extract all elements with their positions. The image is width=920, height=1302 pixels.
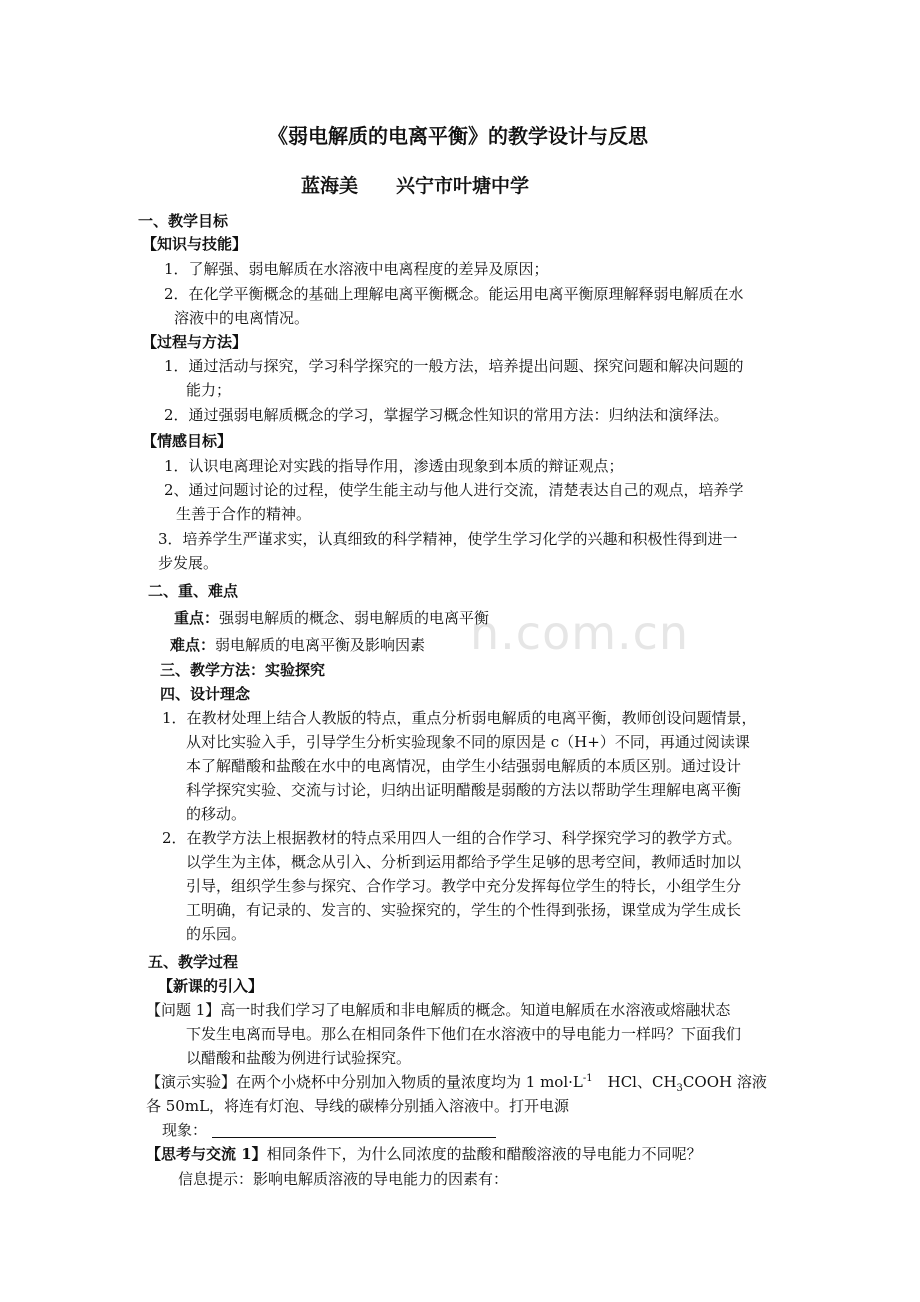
watermark: n.com.cn [470, 606, 690, 660]
difficult-point-row [170, 634, 425, 656]
paragraph-line: 以醋酸和盐酸为例进行试验探究。 [186, 1049, 412, 1067]
paragraph-line: 从对比实验入手，引导学生分析实验现象不同的原因是 c（H+）不同，再通过阅读课 [186, 733, 750, 751]
list-item: 3．培养学生严谨求实，认真细致的科学精神，使学生学习化学的兴趣和积极性得到进一 [158, 530, 738, 548]
list-item-continued: 溶液中的电离情况。 [174, 309, 310, 327]
paragraph-line: 本了解醋酸和盐酸在水中的电离情况，由学生小结强弱电解质的本质区别。通过设计 [186, 757, 742, 775]
answer-blank-line [212, 1137, 496, 1138]
paragraph-line [146, 1071, 767, 1093]
paragraph-line: 工明确，有记录的、发言的、实验探究的，学生的个性得到张扬，课堂成为学生成长 [186, 901, 742, 919]
section-heading: 二、重、难点 [148, 582, 239, 600]
paragraph-line: 各 50mL，将连有灯泡、导线的碳棒分别插入溶液中。打开电源 [146, 1097, 570, 1115]
paragraph-line: 下发生电离而导电。那么在相同条件下他们在水溶液中的导电能力一样吗？下面我们 [186, 1025, 742, 1043]
paragraph-line [146, 1143, 702, 1165]
section-heading: 四、设计理念 [160, 685, 251, 703]
key-point-text: 强弱电解质的概念、弱电解质的电离平衡 [219, 609, 490, 627]
section-heading: 一、教学目标 [138, 212, 229, 230]
key-point-row [174, 607, 489, 629]
subsection-heading: 【情感目标】 [142, 432, 233, 450]
subsection-heading: 【新课的引入】 [158, 977, 264, 995]
formula-text: COOH 溶液 [682, 1073, 767, 1091]
section-heading: 三、教学方法：实验探究 [160, 661, 326, 679]
list-item-continued: 能力； [186, 381, 232, 399]
list-item: 2．通过强弱电解质概念的学习，掌握学习概念性知识的常用方法：归纳法和演绎法。 [164, 406, 729, 424]
discussion-label: 【思考与交流 1】 [146, 1145, 267, 1163]
key-point-label: 重点： [174, 609, 220, 627]
paragraph-line: 科学探究实验、交流与讨论，归纳出证明醋酸是弱酸的方法以帮助学生理解电离平衡 [186, 781, 742, 799]
paragraph-line: 引导，组织学生参与探究、合作学习。教学中充分发挥每位学生的特长，小组学生分 [186, 877, 742, 895]
list-item: 2、通过问题讨论的过程，使学生能主动与他人进行交流，清楚表达自己的观点，培养学 [164, 481, 744, 499]
difficult-point-text: 弱电解质的电离平衡及影响因素 [215, 636, 426, 654]
paragraph-line: 信息提示：影响电解质溶液的导电能力的因素有： [178, 1170, 509, 1188]
section-heading: 五、教学过程 [148, 953, 239, 971]
paragraph-line: 的乐园。 [186, 925, 247, 943]
author-line: 蓝海美 兴宁市叶塘中学 [301, 175, 530, 197]
subscript: 3 [676, 1083, 683, 1094]
difficult-point-label: 难点： [170, 636, 216, 654]
paragraph-line: 1．在教材处理上结合人教版的特点，重点分析弱电解质的电离平衡，教师创设问题情景， [162, 709, 757, 727]
list-item-continued: 生善于合作的精神。 [176, 505, 312, 523]
observation-label: 现象： [162, 1121, 208, 1139]
subsection-heading: 【知识与技能】 [142, 235, 248, 253]
superscript: -1 [582, 1073, 593, 1084]
document-title: 《弱电解质的电离平衡》的教学设计与反思 [268, 124, 648, 148]
paragraph-line: 【问题 1】高一时我们学习了电解质和非电解质的概念。知道电解质在水溶液或熔融状态 [146, 1001, 731, 1019]
subsection-heading: 【过程与方法】 [142, 333, 248, 351]
paragraph-line: 的移动。 [186, 805, 247, 823]
list-item: 2．在化学平衡概念的基础上理解电离平衡概念。能运用电离平衡原理解释弱电解质在水 [164, 285, 744, 303]
list-item: 1．了解强、弱电解质在水溶液中电离程度的差异及原因； [164, 260, 549, 278]
formula-text: HCl、CH [592, 1073, 677, 1091]
discussion-text: 相同条件下，为什么同浓度的盐酸和醋酸溶液的导电能力不同呢？ [266, 1145, 702, 1163]
paragraph-line: 2．在教学方法上根据教材的特点采用四人一组的合作学习、科学探究学习的教学方式。 [162, 829, 742, 847]
list-item: 1．认识电离理论对实践的指导作用，渗透由现象到本质的辩证观点； [164, 457, 624, 475]
paragraph-line: 以学生为主体，概念从引入、分析到运用都给予学生足够的思考空间，教师适时加以 [186, 853, 742, 871]
list-item-continued: 步发展。 [158, 554, 219, 572]
formula-text: 【演示实验】在两个小烧杯中分别加入物质的量浓度均为 1 mol·L [146, 1073, 583, 1091]
list-item: 1．通过活动与探究，学习科学探究的一般方法，培养提出问题、探究问题和解决问题的 [164, 357, 744, 375]
